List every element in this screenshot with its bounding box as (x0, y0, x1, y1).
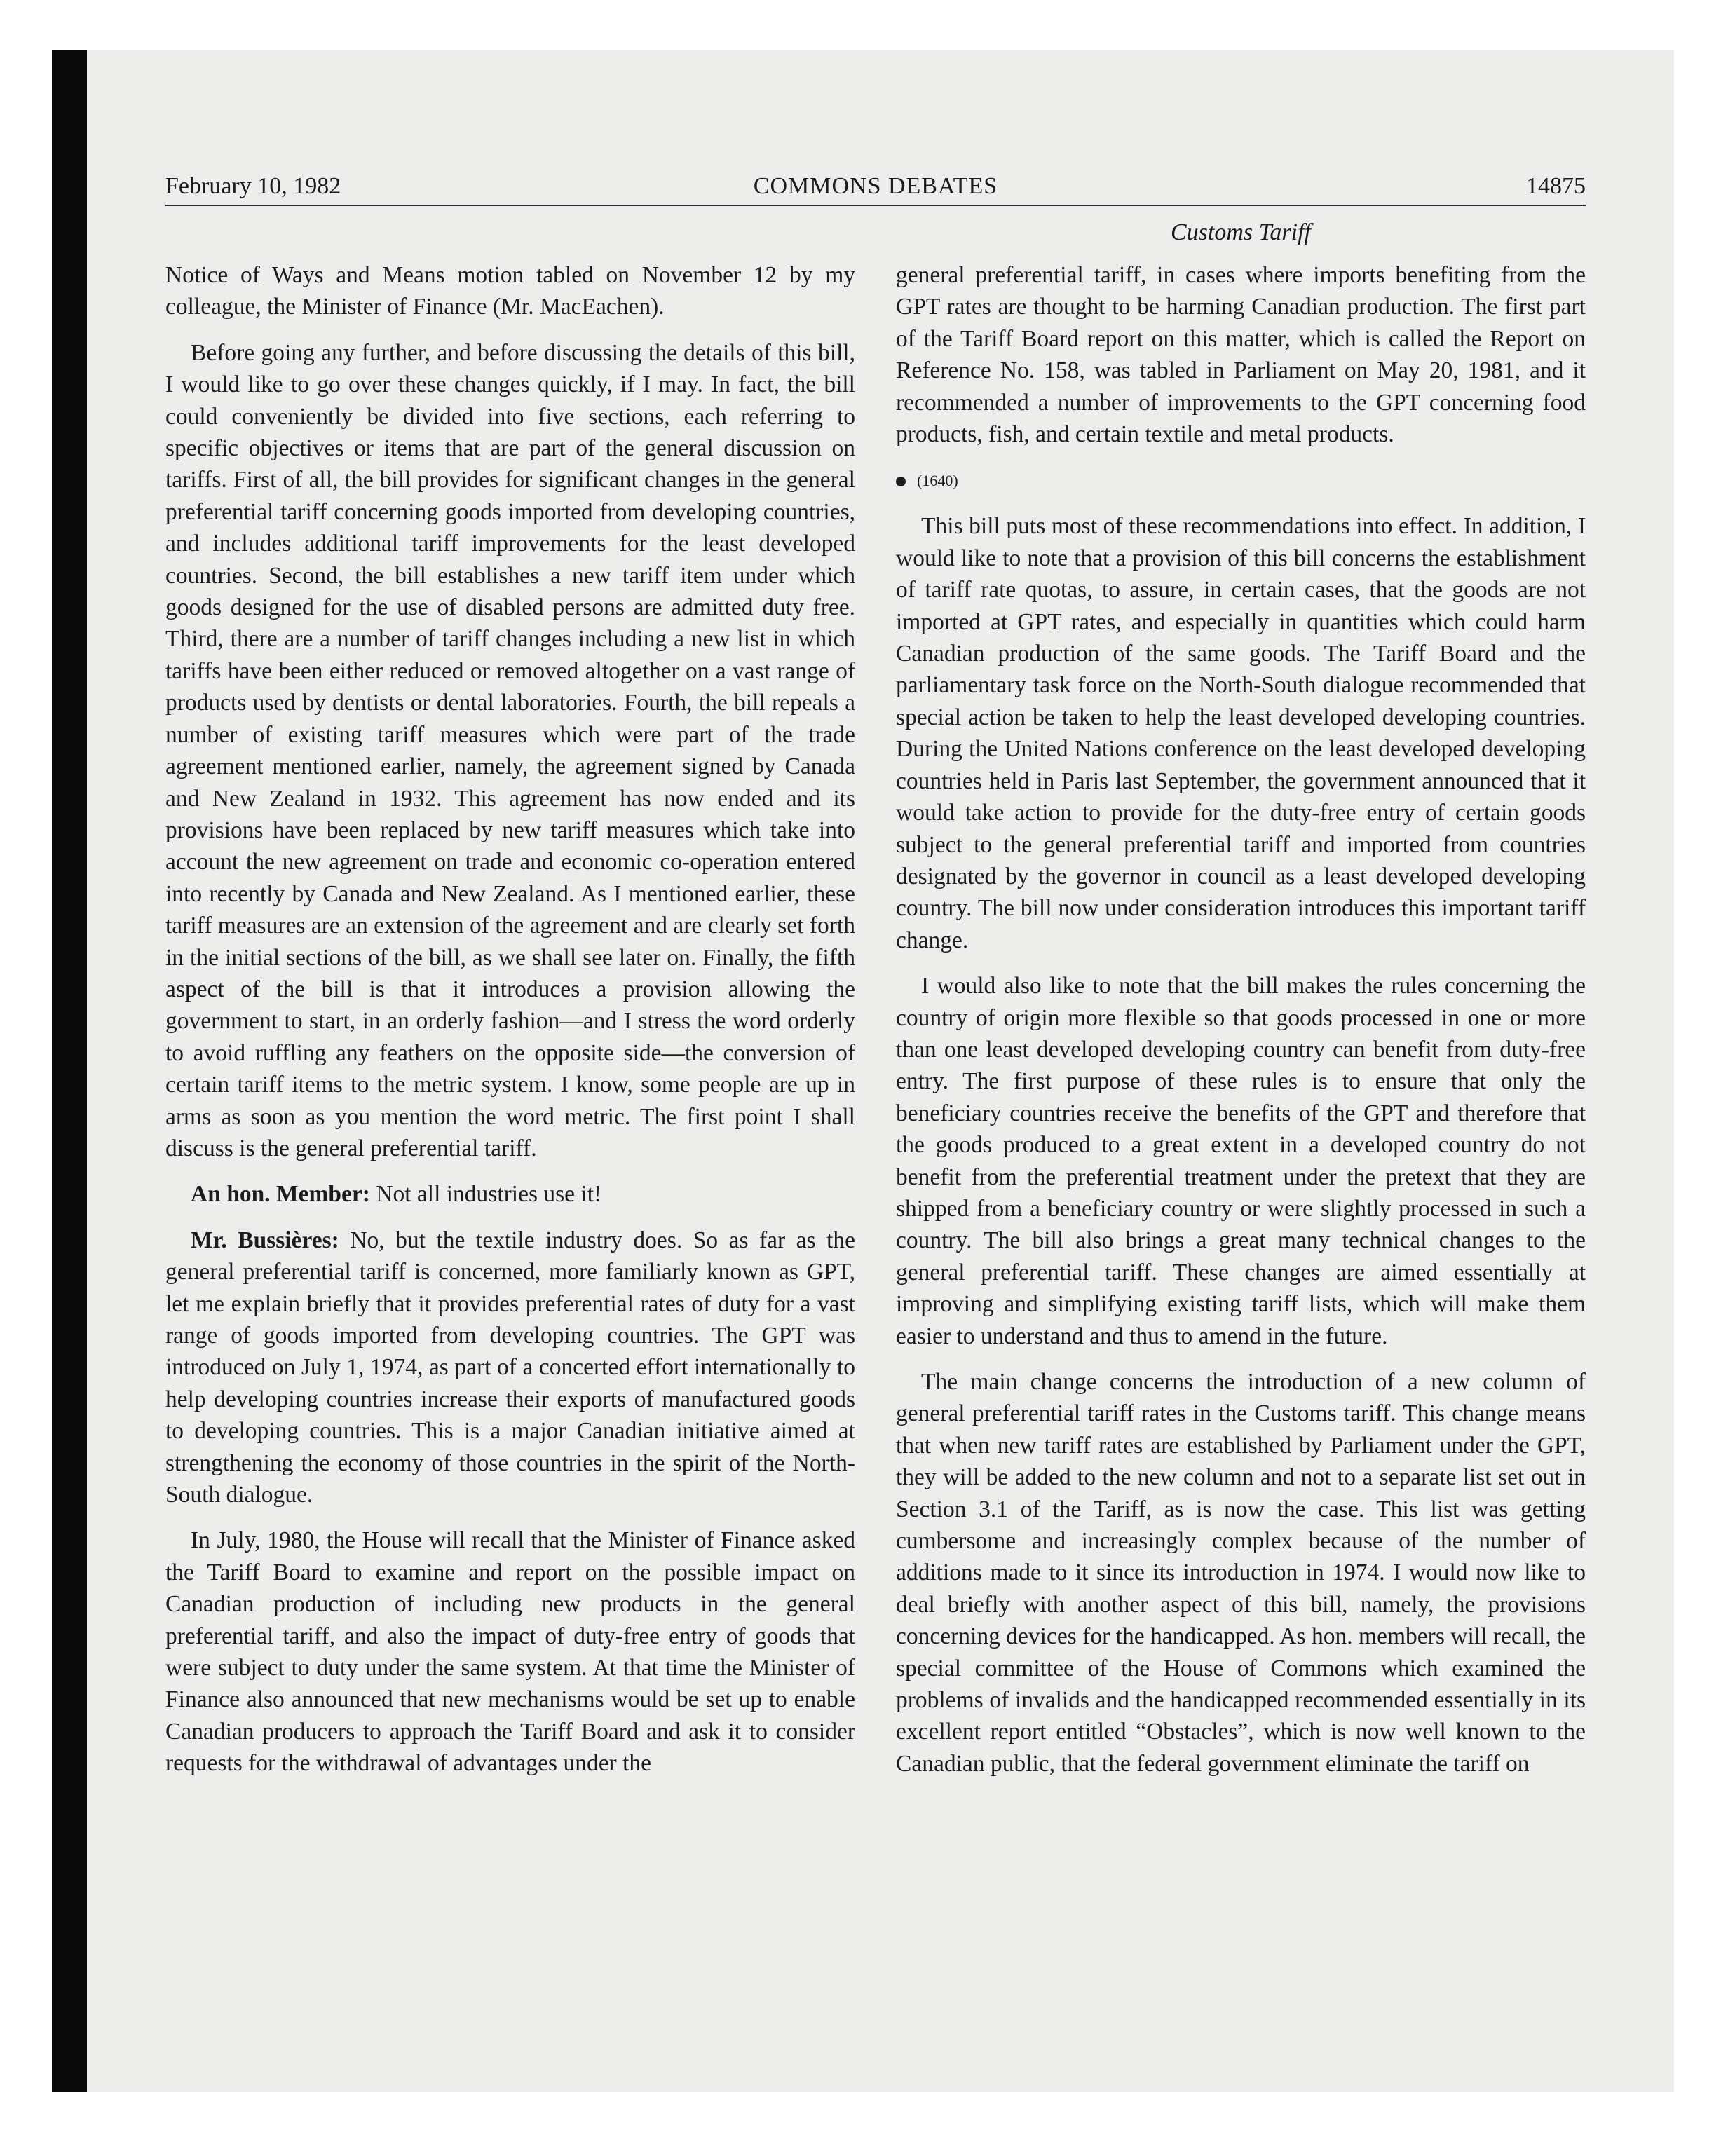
speaker-name: Mr. Bussières: (191, 1227, 339, 1253)
speech-text: Not all industries use it! (369, 1181, 602, 1208)
header-page-number: 14875 (1526, 173, 1586, 199)
paragraph: general preferential tariff, in cases where imports benefiting from the GPT rates are thought to be harming Canadian production. The first part of the Tariff Board report on this matter, which is called the Report on Reference No. 158, was tabled in Parliament on May 20, 1981, and it recommended a number of improvements to the GPT concerning food products, fish, and certain textile and metal products. (896, 262, 1586, 448)
paragraph: I would also like to note that the bill makes the rules concerning the country of origin more flexible so that goods processed in one or more than one least developed developing country can benefit from duty-free entry. The first purpose of these rules is to ensure that only the beneficiary countries receive the benefits of the GPT and therefore that the goods produced to a great extent in a developed country do not benefit from the preferential treatment under the pretext that they are shipped from a beneficiary country or were slightly processed in such a country. The bill also brings a great many technical changes to the general preferential tariff. These changes are aimed essentially at improving and simplifying existing tariff lists, which will make them easier to understand and thus to amend in the future. (896, 973, 1586, 1349)
speech-paragraph (165, 1224, 855, 1511)
page-header (165, 168, 1586, 205)
speech-text: No, but the textile industry does. So as far as the general preferential tariff is concerned, more familiarly known as GPT, let me explain briefly that it provides preferential rates of duty for a vast range of goods imported from developing countries. The GPT was introduced on July 1, 1974, as part of a concerted effort internationally to help developing countries increase their exports of manufactured goods to developing countries. This is a major Canadian initiative aimed at strengthening the economy of those countries in the spirit of the North-South dialogue. (165, 1227, 855, 1508)
paragraph: Before going any further, and before discussing the details of this bill, I would like to go over these changes quickly, if I may. In fact, the bill could conveniently be divided into five sections, each referring to specific objectives or items that are part of the general discussion on tariffs. First of all, the bill provides for significant changes in the general preferential tariff concerning goods imported from developing countries, and includes additional tariff improvements for the least developed countries. Second, the bill establishes a new tariff item under which goods designed for the use of disabled persons are admitted duty free. Third, there are a number of tariff changes including a new list in which tariffs have been either reduced or removed altogether on a vast range of products used by dentists or dental laboratories. Fourth, the bill repeals a number of existing tariff measures which were part of the trade agreement mentioned earlier, namely, the agreement signed by Canada and New Zealand in 1932. This agreement has now ended and its provisions have been replaced by new tariff measures which take into account the new agreement on trade and economic co-operation entered into recently by Canada and New Zealand. As I mentioned earlier, these tariff measures are an extension of the agreement and are clearly set forth in the initial sections of the bill, as we shall see later on. Finally, the fifth aspect of the bill is that it introduces a provision allowing the government to start, in an orderly fashion—and I stress the word orderly to avoid ruffling any feathers on the opposite side—the conversion of certain tariff items to the metric system. I know, some people are up in arms as soon as you mention the word metric. The first point I shall discuss is the general preferential tariff. (165, 339, 855, 1161)
speaker-name: An hon. Member: (191, 1181, 370, 1208)
right-column (896, 259, 1586, 1794)
left-column (165, 259, 855, 1794)
scan-edge-shadow (52, 50, 87, 2092)
bullet-dot-icon (896, 477, 906, 486)
running-head: Customs Tariff (1171, 219, 1311, 245)
header-rule (165, 205, 1586, 206)
speech-paragraph (165, 1178, 855, 1210)
header-date: February 10, 1982 (165, 173, 341, 199)
paragraph: This bill puts most of these recommendations into effect. In addition, I would like to note that a provision of this bill concerns the establishment of tariff rate quotas, to assure, in certain cases, that the goods are not imported at GPT rates, and especially in quantities which could harm Canadian production of the same goods. The Tariff Board and the parliamentary task force on the North-South dialogue recommended that special action be taken to help the least developed developing countries. During the United Nations conference on the least developed developing countries held in Paris last September, the government announced that it would take action to provide for the duty-free entry of certain goods subject to the general preferential tariff and imported from countries designated by the governor in council as a least developed developing country. The bill now under consideration introduces this important tariff change. (896, 513, 1586, 953)
paragraph: Notice of Ways and Means motion tabled on November 12 by my colleague, the Minister of Finance (Mr. MacEachen). (165, 262, 855, 320)
paragraph: The main change concerns the introduction of a new column of general preferential tariff rates in the Customs tariff. This change means that when new tariff rates are established by Parliament under the GPT, they will be added to the new column and not to a separate list set out in Section 3.1 of the Tariff, as is now the case. This list was getting cumbersome and increasingly complex because of the number of additions made to it since its introduction in 1974. I would now like to deal briefly with another aspect of this bill, namely, the provisions concerning devices for the handicapped. As hon. members will recall, the special committee of the House of Commons which examined the problems of invalids and the handicapped recommended essentially in its excellent report entitled “Obstacles”, which is now well known to the Canadian public, that the federal government eliminate the tariff on (896, 1369, 1586, 1777)
header-publication-title: COMMONS DEBATES (753, 173, 998, 199)
paragraph: In July, 1980, the House will recall that the Minister of Finance asked the Tariff Board to examine and report on the possible impact on Canadian production of including new products in the general preferential tariff, and also the impact of duty-free entry of goods that were subject to duty under the same system. At that time the Minister of Finance also announced that new mechanisms would be set up to enable Canadian producers to approach the Tariff Board and ask it to consider requests for the withdrawal of advantages under the (165, 1527, 855, 1777)
time-marker-text: (1640) (917, 472, 958, 490)
time-marker (896, 467, 1586, 495)
